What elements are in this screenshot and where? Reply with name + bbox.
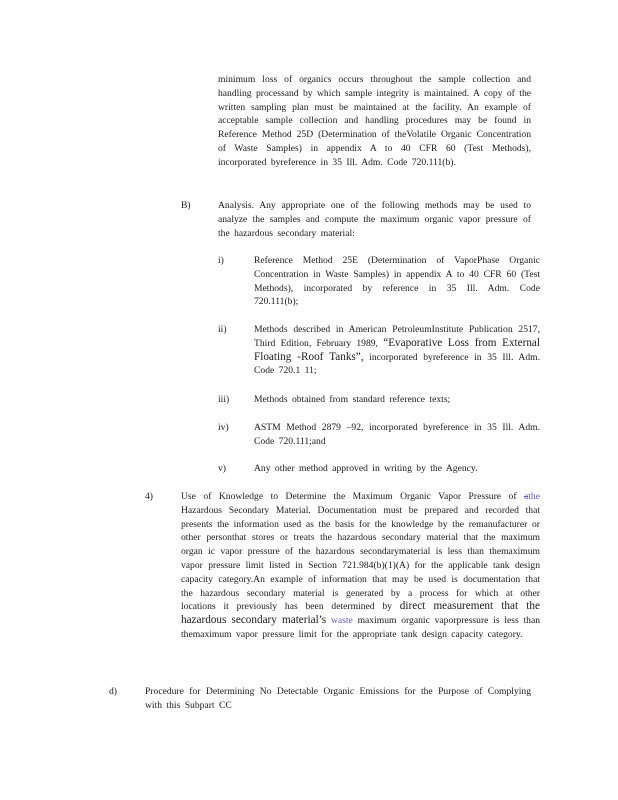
item-d-text: Procedure for Determining No Detectable Organic Emissions for the Purpose of Complying with this Subpart CC xyxy=(145,686,531,711)
item-B-text: Analysis. Any appropriate one of the following methods may be used to analyze the samples and compute the maximum organic vapor pressure of the hazardous secondary material: xyxy=(218,200,531,239)
item-4-inserted-text: the xyxy=(528,491,540,502)
item-i-label: i) xyxy=(218,255,224,266)
item-ii-pre: Methods described in American PetroleumInstitute Publication 2517, Third Edition, February 1989, xyxy=(254,324,540,349)
item-ii-title: “Evaporative Loss from External Floating -Roof Tanks”, xyxy=(254,336,540,363)
item-4-part-a: Use of Knowledge to Determine the Maximum Organic Vapor Pressure of xyxy=(181,491,524,502)
item-4-text xyxy=(181,490,540,642)
item-iii-text: Methods obtained from standard reference texts; xyxy=(254,394,451,405)
continued-paragraph: minimum loss of organics occurs throughout the sample collection and handling processand by which sample integrity is maintained. A copy of the written sampling plan must be maintained at the facility. An example of acceptable sample collection and handling procedures may be found in Reference Method 25D (Determination of theVolatile Organic Concentration of Waste Samples) in appendix A to 40 CFR 60 (Test Methods), incorporated byreference in 35 Ill. Adm. Code 720.111(b). xyxy=(218,74,531,168)
item-ii-label: ii) xyxy=(218,324,227,335)
item-iii-label: iii) xyxy=(218,394,230,405)
item-ii-text xyxy=(254,323,540,378)
item-4-part-b: Hazardous Secondary Material. Documentation must be prepared and recorded that presents the information used as the basis for the knowledge by the remanufacturer or other personthat stores or treats the hazardous secondary material that the maximum organ ic vapor pressure of the hazardous secondarymaterial is less than themaximum vapor pressure limit listed in Section 721.984(b)(1)(A) for the applicable tank design capacity category.An example of information that may be used is documentation that the hazardous secondary material is generated by a process for which at other locations it previously has been determined by xyxy=(181,504,540,613)
item-ii-post: incorporated byreference in 35 Ill. Adm. Code 720.1 11; xyxy=(254,351,541,377)
item-4-inserted-waste: waste xyxy=(330,615,353,627)
item-4-part-c: maximum organic vaporpressure is less than themaximum vapor pressure limit for the appropriate tank design capacity category. xyxy=(181,615,541,640)
item-d-label: d) xyxy=(109,686,117,697)
item-4-label: 4) xyxy=(145,491,153,502)
item-v-text: Any other method approved in writing by the Agency. xyxy=(254,463,478,474)
item-v-label: v) xyxy=(218,463,226,474)
item-iv-label: iv) xyxy=(218,422,229,433)
item-i-text: Reference Method 25E (Determination of VaporPhase Organic Concentration in Waste Samples) in appendix A to 40 CFR 60 (Test Methods), incorporated by reference in 35 Ill. Adm. Code 720.111(b); xyxy=(254,255,540,308)
item-B-label: B) xyxy=(181,200,191,211)
item-iv-text: ASTM Method 2879 –92, incorporated byreference in 35 Ill. Adm. Code 720.111;and xyxy=(254,422,540,447)
item-4-deleted-text: a xyxy=(524,491,529,502)
item-4-emphasis: direct measurement that the hazardous secondary material’s xyxy=(181,600,540,627)
